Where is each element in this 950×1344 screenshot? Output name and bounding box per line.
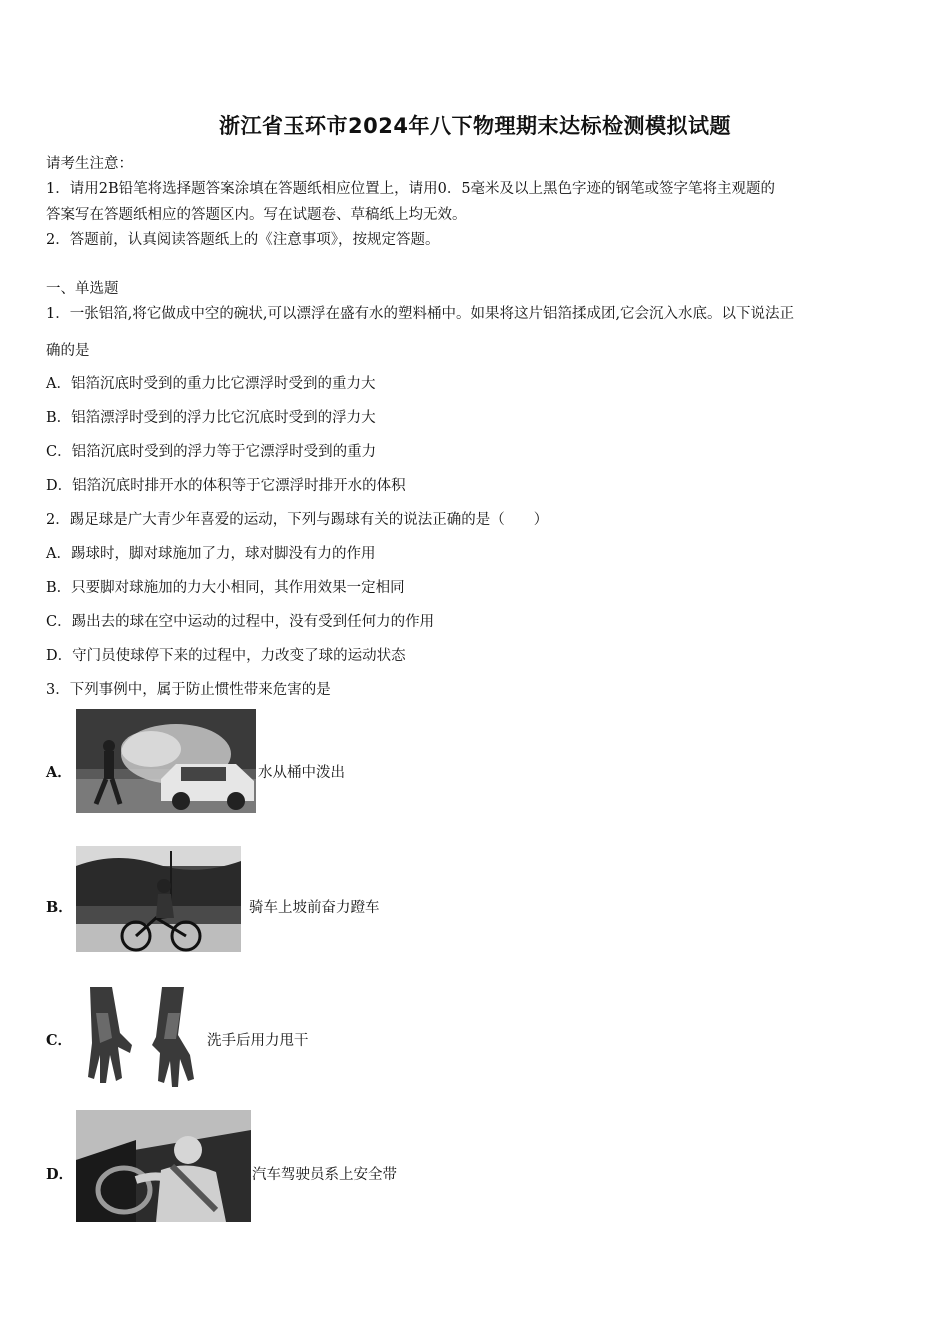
q2-stem: 2．踢足球是广大青少年喜爱的运动，下列与踢球有关的说法正确的是（ ）	[46, 512, 549, 528]
q3-option-d-label: D．	[46, 1166, 74, 1183]
q3-stem: 3．下列事例中，属于防止惯性带来危害的是	[46, 682, 331, 698]
notice-heading: 请考生注意：	[46, 156, 133, 172]
q1-option-d: D．铝箔沉底时排开水的体积等于它漂浮时排开水的体积	[46, 478, 406, 494]
q3-option-a-text: 水从桶中泼出	[258, 765, 345, 781]
q2-option-c: C．踢出去的球在空中运动的过程中，没有受到任何力的作用	[46, 614, 435, 630]
q2-option-b: B．只要脚对球施加的力大小相同，其作用效果一定相同	[46, 580, 405, 596]
q1-stem-line-2: 确的是	[46, 343, 90, 359]
notice-line-2: 答案写在答题纸相应的答题区内。写在试题卷、草稿纸上均无效。	[46, 207, 467, 223]
page-title: 浙江省玉环市2024年八下物理期末达标检测模拟试题	[219, 114, 731, 138]
q3-option-b-text: 骑车上坡前奋力蹬车	[249, 900, 380, 916]
q1-stem-line-1: 1．一张铝箔,将它做成中空的碗状,可以漂浮在盛有水的塑料桶中。如果将这片铝箔揉成团,它会沉入水底。以下说法正	[46, 306, 795, 322]
q2-option-d: D．守门员使球停下来的过程中，力改变了球的运动状态	[46, 648, 406, 664]
q3-option-b-photo	[76, 846, 241, 952]
q3-option-a-label: A．	[46, 764, 72, 781]
q2-option-a: A．踢球时，脚对球施加了力，球对脚没有力的作用	[46, 546, 376, 562]
q3-option-d-photo	[76, 1110, 251, 1222]
q3-option-a-photo	[76, 709, 256, 813]
q1-option-b: B．铝箔漂浮时受到的浮力比它沉底时受到的浮力大	[46, 410, 376, 426]
notice-line-1: 1．请用2B铅笔将选择题答案涂填在答题纸相应位置上，请用0．5毫米及以上黑色字迹的钢笔或签字笔将主观题的	[46, 181, 776, 197]
section-heading: 一、单选题	[46, 281, 119, 297]
q1-option-c: C．铝箔沉底时受到的浮力等于它漂浮时受到的重力	[46, 444, 377, 460]
notice-line-3: 2．答题前，认真阅读答题纸上的《注意事项》，按规定答题。	[46, 232, 440, 248]
q3-option-d-text: 汽车驾驶员系上安全带	[252, 1167, 397, 1183]
q3-option-b-label: B．	[46, 899, 73, 916]
q1-option-a: A．铝箔沉底时受到的重力比它漂浮时受到的重力大	[46, 376, 376, 392]
q3-option-c-text: 洗手后用力甩干	[207, 1033, 309, 1049]
q3-option-c-label: C．	[46, 1032, 73, 1049]
q3-option-c-photo	[82, 983, 204, 1091]
